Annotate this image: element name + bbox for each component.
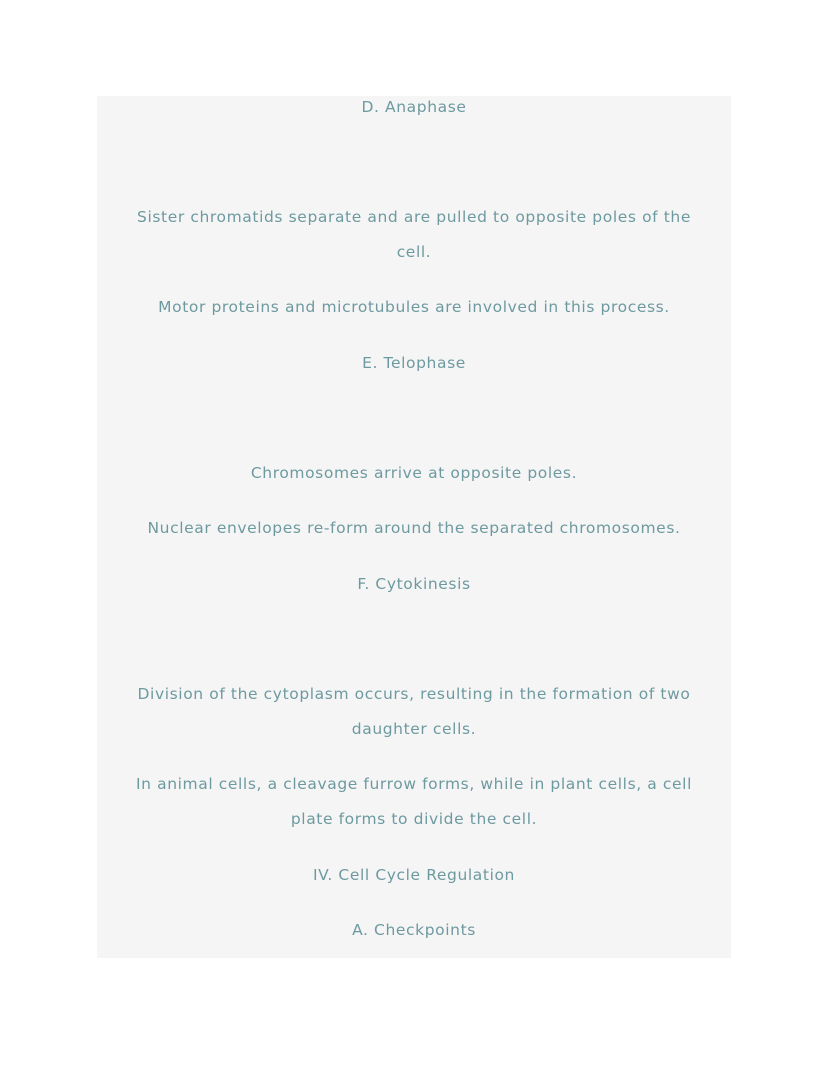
- paragraph-line: cell.: [396, 243, 432, 261]
- paragraph-line: Chromosomes arrive at opposite poles.: [250, 464, 578, 482]
- document-page: [97, 96, 731, 958]
- heading-cytokinesis: F. Cytokinesis: [357, 575, 471, 593]
- paragraph-line: Nuclear envelopes re-form around the separated chromosomes.: [147, 519, 681, 537]
- heading-telophase: E. Telophase: [362, 354, 466, 372]
- section-heading-cell-cycle-regulation: IV. Cell Cycle Regulation: [313, 866, 515, 884]
- paragraph-line: Sister chromatids separate and are pulled to opposite poles of the: [137, 208, 691, 226]
- heading-anaphase: D. Anaphase: [361, 98, 467, 116]
- paragraph-line: In animal cells, a cleavage furrow forms, while in plant cells, a cell: [135, 775, 692, 793]
- paragraph-line: Division of the cytoplasm occurs, resulting in the formation of two: [137, 685, 691, 703]
- paragraph-line: daughter cells.: [351, 720, 477, 738]
- paragraph-line: plate forms to divide the cell.: [290, 810, 538, 828]
- paragraph-line: Motor proteins and microtubules are involved in this process.: [158, 298, 670, 316]
- heading-checkpoints: A. Checkpoints: [352, 921, 476, 939]
